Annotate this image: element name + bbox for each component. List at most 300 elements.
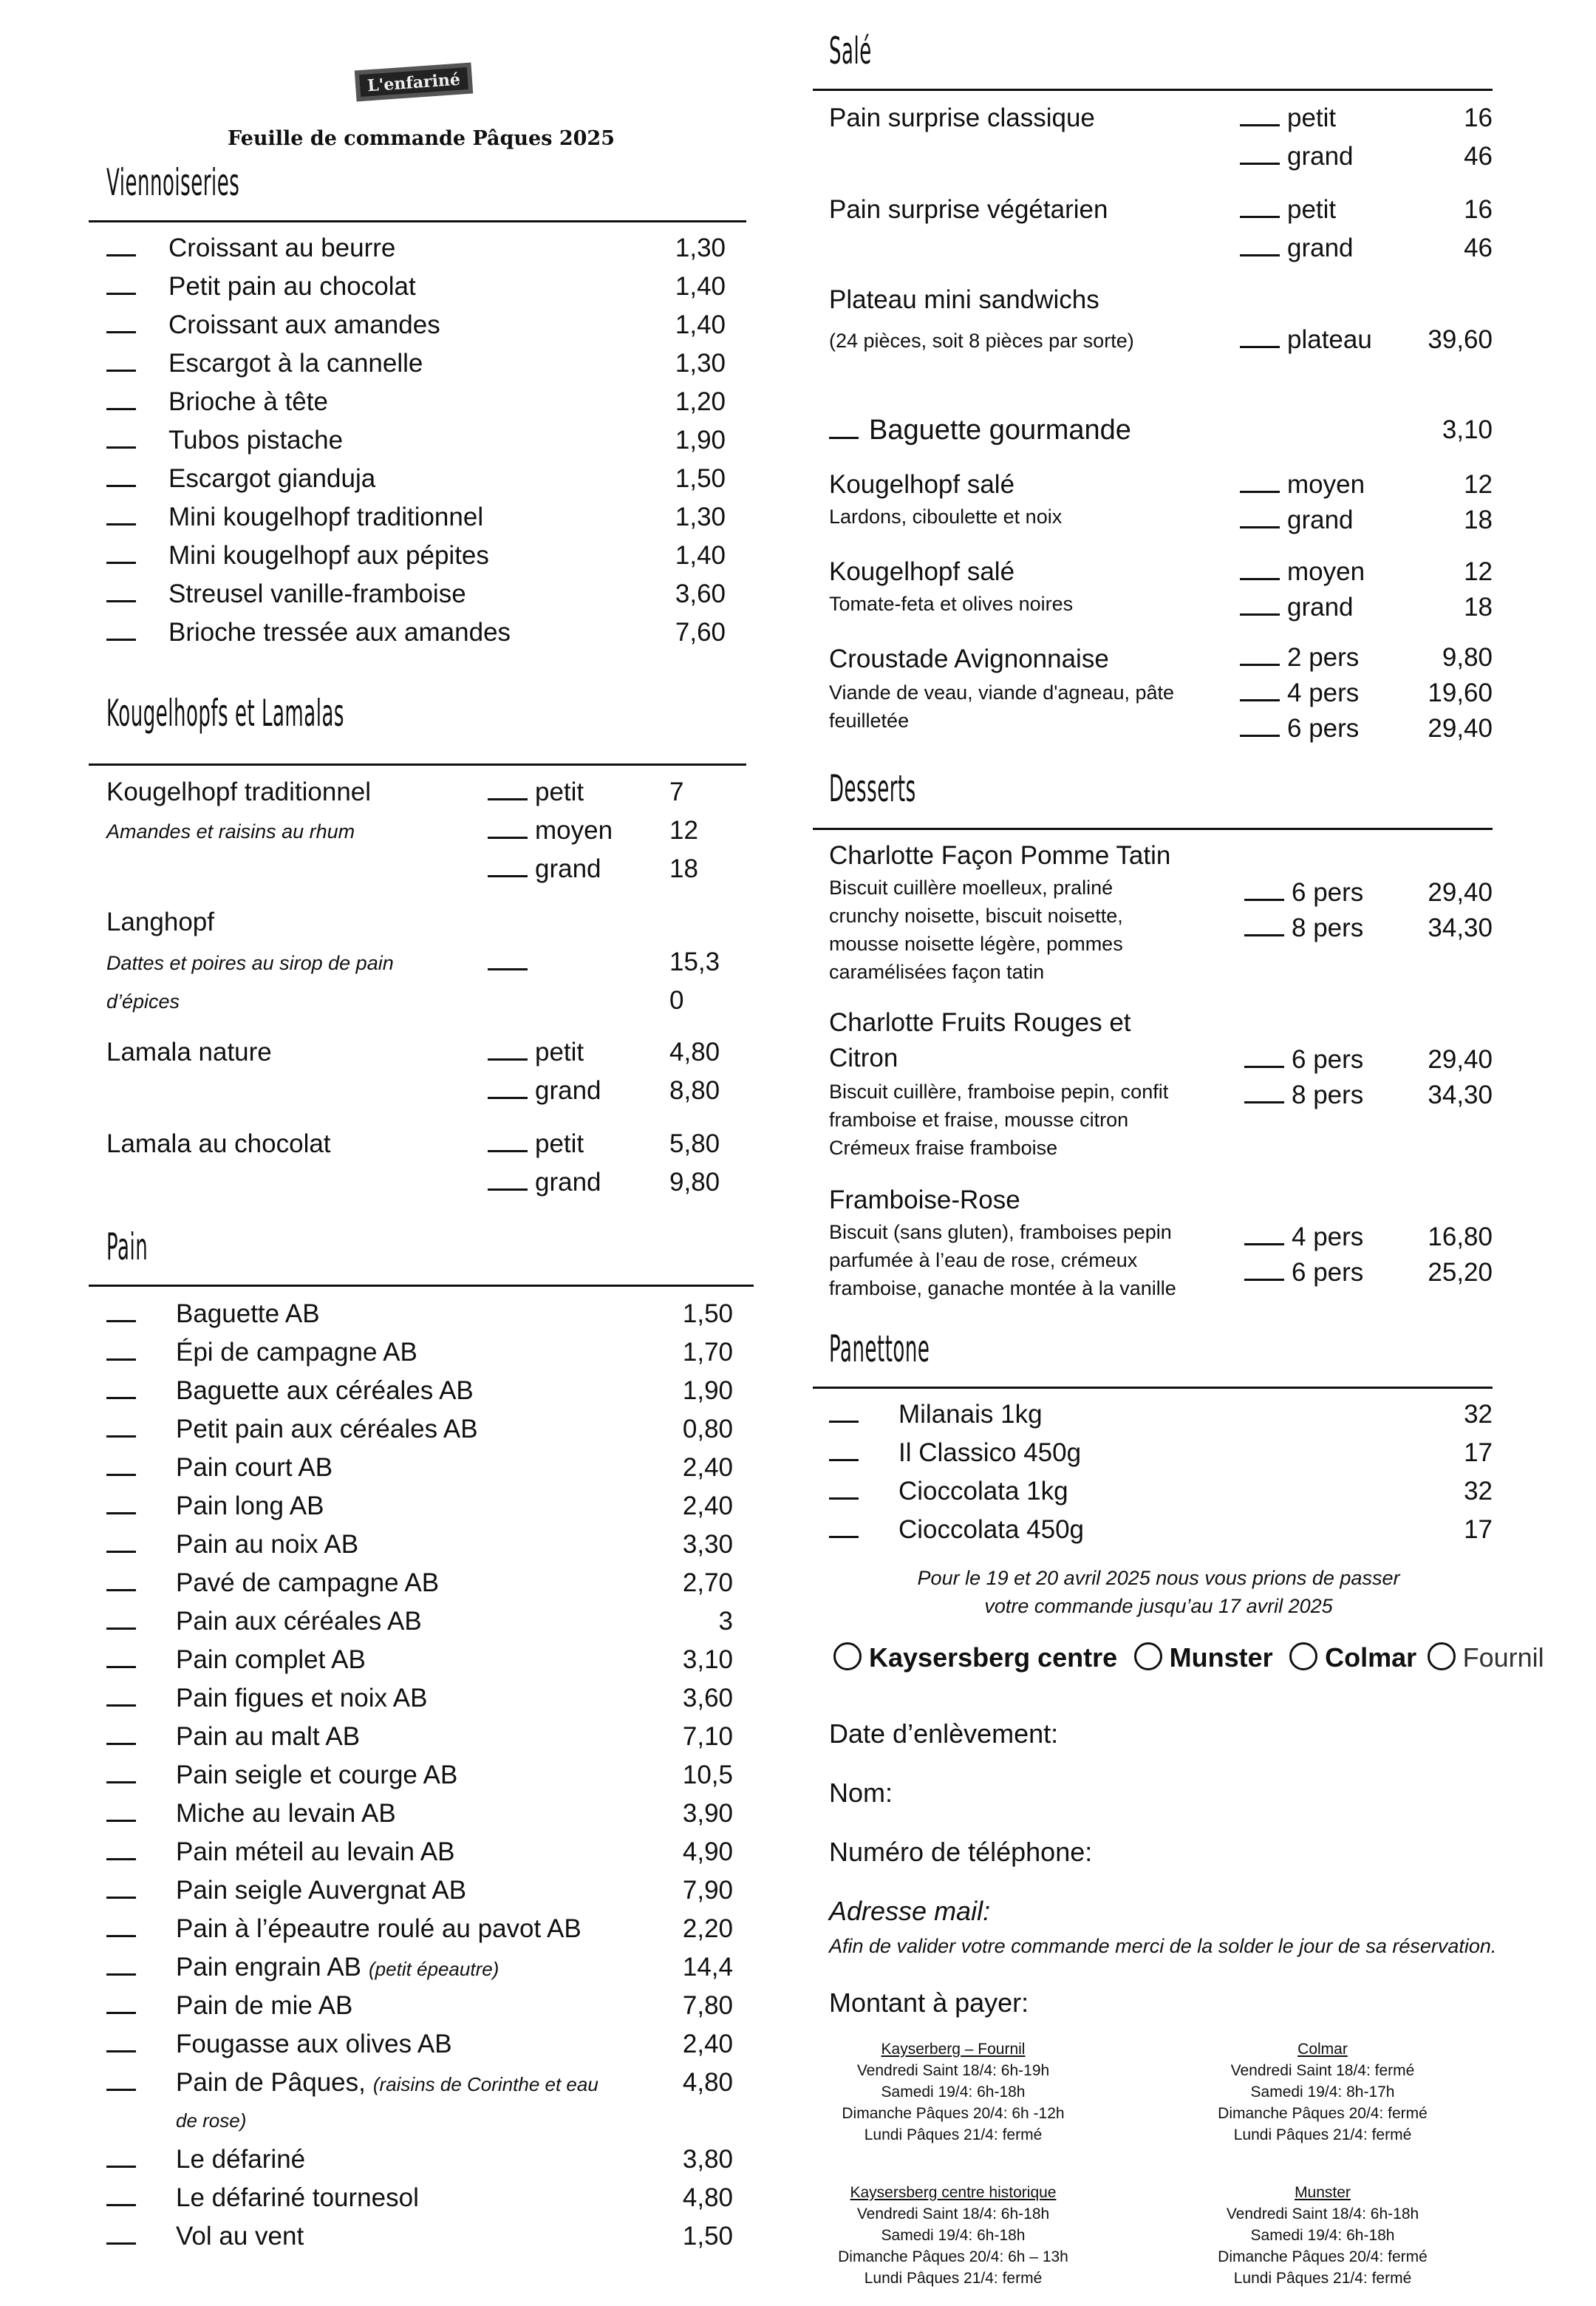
plateau-name: Plateau mini sandwichs bbox=[829, 285, 1099, 314]
pain-surprise-classique-price: 16 bbox=[1464, 103, 1493, 132]
kougelhopf-sale-2-option[interactable] bbox=[1240, 593, 1354, 622]
charlotte-tatin-option-label: 8 pers bbox=[1292, 914, 1364, 942]
kougelhopf-sale-2-option-label: moyen bbox=[1287, 557, 1365, 586]
viennoiserie-name: Tubos pistache bbox=[168, 426, 344, 455]
croustade-option-label: 4 pers bbox=[1287, 678, 1360, 707]
charlotte-fruits-price: 29,40 bbox=[1428, 1045, 1493, 1074]
pain-name bbox=[176, 2183, 419, 2213]
panettone-price: 32 bbox=[1464, 1400, 1493, 1429]
pain-price: 2,40 bbox=[682, 1492, 733, 1520]
hours-card-line: Vendredi Saint 18/4: 6h-18h bbox=[856, 2205, 1050, 2222]
lamala-chocolat-price: 5,80 bbox=[669, 1129, 720, 1158]
kougelhopf-sale-1-option[interactable] bbox=[1240, 470, 1365, 500]
section-rule bbox=[89, 1285, 754, 1287]
framboise-rose-desc-line: framboise, ganache montée à la vanille bbox=[829, 1277, 1176, 1299]
panettone-price: 17 bbox=[1464, 1438, 1493, 1467]
panettone-qty-blank[interactable] bbox=[829, 1400, 859, 1429]
kougelhopf-traditionnel-price: 18 bbox=[669, 854, 698, 883]
radio-munster[interactable] bbox=[1134, 1642, 1273, 1673]
langhopf-qty-blank[interactable] bbox=[488, 948, 535, 977]
kougelhopf-sale-2-name: Kougelhopf salé bbox=[829, 557, 1015, 586]
pain-qty-blank[interactable] bbox=[106, 1684, 136, 1713]
viennoiserie-name: Streusel vanille-framboise bbox=[168, 579, 466, 608]
kougelhopf-sale-1-price: 18 bbox=[1464, 506, 1493, 534]
viennoiserie-qty-blank[interactable] bbox=[106, 349, 136, 378]
charlotte-fruits-name: Charlotte Fruits Rouges et bbox=[829, 1008, 1131, 1037]
panettone-qty-blank[interactable] bbox=[829, 1438, 859, 1468]
radio-fournil[interactable] bbox=[1428, 1642, 1544, 1673]
plateau-desc: (24 pièces, soit 8 pièces par sorte) bbox=[829, 330, 1134, 352]
pain-surprise-classique-option[interactable] bbox=[1240, 142, 1354, 171]
pain-price: 1,70 bbox=[682, 1338, 733, 1367]
pain-qty-blank[interactable] bbox=[106, 1722, 136, 1752]
pain-name-note: (raisins de Corinthe et eau bbox=[372, 2073, 598, 2095]
pain-price: 7,80 bbox=[682, 1991, 733, 2020]
pain-price: 7,90 bbox=[682, 1876, 733, 1905]
kougelhopf-sale-2-desc: Tomate-feta et olives noires bbox=[829, 593, 1074, 615]
lamala-nature-price: 8,80 bbox=[669, 1076, 720, 1105]
framboise-rose-desc-line: Biscuit (sans gluten), framboises pepin bbox=[829, 1221, 1172, 1243]
pain-name-text: Pavé de campagne AB bbox=[176, 1568, 440, 1597]
framboise-rose-option[interactable] bbox=[1244, 1258, 1363, 1288]
lamala-chocolat-option-label: petit bbox=[535, 1129, 584, 1158]
pain-name-text: Petit pain aux céréales AB bbox=[176, 1415, 478, 1443]
lamala-nature-option[interactable] bbox=[488, 1038, 584, 1067]
pain-qty-blank[interactable] bbox=[106, 1876, 136, 1905]
radio-munster-label: Munster bbox=[1169, 1642, 1273, 1673]
kougelhopf-sale-2-option-label: grand bbox=[1287, 593, 1354, 622]
charlotte-tatin-desc-line: crunchy noisette, biscuit noisette, bbox=[829, 905, 1123, 927]
pain-price: 4,90 bbox=[682, 1837, 733, 1866]
viennoiserie-name: Croissant au beurre bbox=[168, 234, 396, 262]
pain-price: 3,10 bbox=[682, 1645, 733, 1674]
section-title-desserts: Desserts bbox=[829, 767, 916, 810]
panettone-qty-blank[interactable] bbox=[829, 1477, 859, 1506]
pain-surprise-vegetarien-option[interactable] bbox=[1240, 234, 1354, 263]
croustade-option-label: 2 pers bbox=[1287, 643, 1360, 672]
pain-surprise-vegetarien-price: 16 bbox=[1464, 195, 1493, 224]
pain-price: 2,20 bbox=[682, 1914, 733, 1943]
kougelhopf-traditionnel-name: Kougelhopf traditionnel bbox=[106, 778, 372, 806]
pain-qty-blank[interactable] bbox=[106, 2068, 136, 2098]
charlotte-tatin-desc-line: Biscuit cuillère moelleux, praliné bbox=[829, 877, 1114, 899]
charlotte-fruits-desc-line: framboise et fraise, mousse citron bbox=[829, 1109, 1129, 1131]
pain-name-note-2: de rose) bbox=[176, 2109, 247, 2132]
pain-name bbox=[176, 1607, 422, 1636]
viennoiserie-name: Mini kougelhopf aux pépites bbox=[168, 541, 489, 570]
pain-price: 1,50 bbox=[682, 1299, 733, 1328]
hours-card bbox=[798, 2038, 1108, 2146]
pain-name bbox=[176, 1722, 360, 1752]
order-note-2: votre commande jusqu’au 17 avril 2025 bbox=[984, 1595, 1333, 1617]
pain-qty-blank[interactable] bbox=[106, 1991, 136, 2021]
amount-field[interactable]: Montant à payer: bbox=[829, 1987, 1029, 2018]
viennoiserie-price: 1,30 bbox=[675, 503, 726, 531]
viennoiserie-qty-blank[interactable] bbox=[106, 503, 136, 532]
viennoiserie-qty-blank[interactable] bbox=[106, 310, 136, 340]
pain-name-text: Fougasse aux olives AB bbox=[176, 2030, 452, 2058]
charlotte-tatin-option[interactable] bbox=[1244, 878, 1363, 908]
section-rule bbox=[813, 1387, 1493, 1389]
pain-surprise-vegetarien-option-label: petit bbox=[1287, 195, 1337, 224]
pain-price: 2,70 bbox=[682, 1568, 733, 1597]
charlotte-tatin-desc-line: caramélisées façon tatin bbox=[829, 961, 1045, 983]
croustade-option-label: 6 pers bbox=[1287, 714, 1360, 743]
langhopf-desc: Dattes et poires au sirop de pain bbox=[106, 952, 394, 974]
lamala-chocolat-name: Lamala au chocolat bbox=[106, 1129, 331, 1158]
pain-name-text: Pain méteil au levain AB bbox=[176, 1837, 455, 1866]
hours-card bbox=[798, 2182, 1108, 2289]
croustade-desc: Viande de veau, viande d'agneau, pâte bbox=[829, 681, 1175, 704]
pain-name-text: Pain seigle et courge AB bbox=[176, 1761, 458, 1789]
section-rule bbox=[813, 828, 1493, 830]
pain-name bbox=[176, 1914, 582, 1944]
pain-name bbox=[176, 1684, 428, 1713]
pain-name bbox=[176, 1799, 396, 1829]
svg-text:L'enfariné: L'enfariné bbox=[366, 69, 461, 96]
pain-qty-blank[interactable] bbox=[106, 1415, 136, 1444]
bakery-logo bbox=[351, 58, 477, 105]
viennoiserie-price: 1,30 bbox=[675, 349, 726, 378]
viennoiserie-qty-blank[interactable] bbox=[106, 541, 136, 571]
baguette-gourmande-label: Baguette gourmande bbox=[869, 415, 1131, 446]
viennoiserie-price: 1,50 bbox=[675, 464, 726, 493]
pain-surprise-classique-name: Pain surprise classique bbox=[829, 103, 1095, 132]
panettone-name: Cioccolata 450g bbox=[898, 1515, 1084, 1544]
langhopf-price: 15,3 bbox=[669, 948, 720, 976]
name-field[interactable]: Nom: bbox=[829, 1778, 893, 1808]
pain-name-text: Pain figues et noix AB bbox=[176, 1684, 428, 1713]
viennoiserie-qty-blank[interactable] bbox=[106, 272, 136, 302]
charlotte-fruits-desc-line: Biscuit cuillère, framboise pepin, confit bbox=[829, 1081, 1169, 1103]
pain-name bbox=[176, 1876, 466, 1905]
pain-name bbox=[176, 1645, 366, 1675]
pain-name bbox=[176, 2030, 452, 2059]
croustade-option[interactable] bbox=[1240, 714, 1359, 744]
pickup-date-field[interactable]: Date d’enlèvement: bbox=[829, 1718, 1059, 1749]
pain-name bbox=[176, 1415, 478, 1444]
viennoiserie-price: 1,90 bbox=[675, 426, 726, 455]
pain-price: 2,40 bbox=[682, 1453, 733, 1482]
langhopf-price-2: 0 bbox=[669, 986, 684, 1015]
pain-price: 3,30 bbox=[682, 1530, 733, 1559]
pain-name bbox=[176, 2222, 304, 2251]
framboise-rose-price: 16,80 bbox=[1428, 1222, 1493, 1251]
kougelhopf-traditionnel-option[interactable] bbox=[488, 854, 601, 884]
kougelhopf-traditionnel-option-label: petit bbox=[535, 778, 584, 806]
section-title-viennoiseries: Viennoiseries bbox=[106, 161, 240, 204]
hours-card-line: Dimanche Pâques 20/4: 6h – 13h bbox=[838, 2248, 1068, 2265]
kougelhopf-traditionnel-option-label: grand bbox=[535, 854, 601, 883]
charlotte-tatin-desc-line: mousse noisette légère, pommes bbox=[829, 933, 1123, 955]
pain-qty-blank[interactable] bbox=[106, 1914, 136, 1944]
croustade-name: Croustade Avignonnaise bbox=[829, 644, 1109, 673]
kougelhopf-traditionnel-option-label: moyen bbox=[535, 816, 613, 845]
radio-colmar-label: Colmar bbox=[1325, 1642, 1417, 1673]
panettone-name: Cioccolata 1kg bbox=[898, 1477, 1068, 1506]
kougelhopf-sale-1-option[interactable] bbox=[1240, 506, 1354, 535]
pain-qty-blank[interactable] bbox=[106, 1607, 136, 1636]
viennoiserie-name: Mini kougelhopf traditionnel bbox=[168, 503, 484, 531]
section-rule bbox=[89, 763, 746, 766]
pain-name bbox=[176, 2145, 305, 2174]
pain-qty-blank[interactable] bbox=[106, 1492, 136, 1521]
panettone-price: 32 bbox=[1464, 1477, 1493, 1506]
kougelhopf-sale-1-option-label: moyen bbox=[1287, 470, 1365, 499]
viennoiserie-qty-blank[interactable] bbox=[106, 426, 136, 455]
kougelhopf-traditionnel-price: 12 bbox=[669, 816, 698, 845]
charlotte-tatin-option[interactable] bbox=[1244, 914, 1363, 943]
viennoiserie-name: Escargot à la cannelle bbox=[168, 349, 423, 378]
pain-name bbox=[176, 1953, 499, 1984]
panettone-price: 17 bbox=[1464, 1515, 1493, 1544]
kougelhopf-sale-2-option[interactable] bbox=[1240, 557, 1365, 587]
langhopf-name: Langhopf bbox=[106, 908, 214, 936]
hours-card-line: Dimanche Pâques 20/4: fermé bbox=[1218, 2248, 1428, 2265]
pain-qty-blank[interactable] bbox=[106, 1299, 136, 1329]
hours-card-line: Vendredi Saint 18/4: 6h-19h bbox=[856, 2062, 1050, 2079]
charlotte-fruits-option[interactable] bbox=[1244, 1045, 1363, 1075]
kougelhopf-traditionnel-option[interactable] bbox=[488, 816, 613, 846]
hours-card-title: Kayserberg – Fournil bbox=[881, 2041, 1026, 2058]
plateau-price: 39,60 bbox=[1428, 325, 1493, 354]
viennoiserie-price: 1,40 bbox=[675, 541, 726, 570]
pain-qty-blank[interactable] bbox=[106, 1953, 136, 1982]
pain-qty-blank[interactable] bbox=[106, 1799, 136, 1829]
viennoiserie-qty-blank[interactable] bbox=[106, 464, 136, 494]
hours-card-line: Samedi 19/4: 6h-18h bbox=[881, 2084, 1026, 2101]
kougelhopf-sale-1-option-label: grand bbox=[1287, 506, 1354, 534]
lamala-chocolat-price: 9,80 bbox=[669, 1168, 720, 1197]
viennoiserie-qty-blank[interactable] bbox=[106, 579, 136, 609]
pain-name-text: Pain de mie AB bbox=[176, 1991, 353, 2020]
viennoiserie-qty-blank[interactable] bbox=[106, 387, 136, 417]
pain-name-text: Baguette aux céréales AB bbox=[176, 1376, 474, 1405]
pain-name-text: Le défariné tournesol bbox=[176, 2183, 419, 2212]
pain-name-text: Baguette AB bbox=[176, 1299, 320, 1328]
pain-qty-blank[interactable] bbox=[106, 2145, 136, 2174]
viennoiserie-price: 1,40 bbox=[675, 272, 726, 301]
hours-card-line: Samedi 19/4: 6h-18h bbox=[881, 2227, 1026, 2244]
pain-price: 2,40 bbox=[682, 2030, 733, 2058]
pain-surprise-vegetarien-option[interactable] bbox=[1240, 195, 1336, 225]
viennoiserie-name: Brioche tressée aux amandes bbox=[168, 618, 511, 647]
croustade-price: 19,60 bbox=[1428, 678, 1493, 707]
viennoiserie-price: 1,20 bbox=[675, 387, 726, 416]
hours-card-line: Samedi 19/4: 6h-18h bbox=[1250, 2227, 1395, 2244]
panettone-name: Il Classico 450g bbox=[898, 1438, 1082, 1467]
lamala-nature-price: 4,80 bbox=[669, 1038, 720, 1067]
kougelhopf-sale-1-name: Kougelhopf salé bbox=[829, 470, 1015, 499]
pain-name-text: Épi de campagne AB bbox=[176, 1338, 417, 1367]
pain-qty-blank[interactable] bbox=[106, 1453, 136, 1483]
hours-card-line: Vendredi Saint 18/4: 6h-18h bbox=[1226, 2205, 1419, 2222]
pain-surprise-classique-option-label: grand bbox=[1287, 142, 1354, 171]
pain-qty-blank[interactable] bbox=[106, 1376, 136, 1406]
phone-field[interactable]: Numéro de téléphone: bbox=[829, 1837, 1093, 1867]
pain-name-text: Vol au vent bbox=[176, 2222, 304, 2251]
pain-price: 10,5 bbox=[682, 1761, 733, 1789]
langhopf-desc-2: d’épices bbox=[106, 990, 180, 1013]
lamala-chocolat-option[interactable] bbox=[488, 1129, 584, 1159]
pain-price: 3,90 bbox=[682, 1799, 733, 1828]
lamala-nature-option[interactable] bbox=[488, 1076, 601, 1106]
pain-price: 3,80 bbox=[682, 2145, 733, 2174]
pain-name bbox=[176, 1761, 457, 1790]
croustade-option[interactable] bbox=[1240, 678, 1359, 708]
radio-kaysersberg[interactable] bbox=[833, 1642, 1118, 1673]
radio-colmar[interactable] bbox=[1289, 1642, 1417, 1673]
pain-qty-blank[interactable] bbox=[106, 2030, 136, 2059]
left-column bbox=[89, 0, 754, 2306]
croustade-option[interactable] bbox=[1240, 643, 1359, 673]
pain-name bbox=[176, 1338, 417, 1367]
pain-name-text: Pain aux céréales AB bbox=[176, 1607, 422, 1636]
charlotte-fruits-option[interactable] bbox=[1244, 1081, 1363, 1110]
pain-name-text: Pain engrain AB bbox=[176, 1953, 362, 1982]
radio-fournil-label: Fournil bbox=[1462, 1642, 1544, 1673]
panettone-name: Milanais 1kg bbox=[898, 1400, 1043, 1429]
viennoiserie-name: Escargot gianduja bbox=[168, 464, 376, 493]
pain-price: 1,50 bbox=[682, 2222, 733, 2251]
pain-name bbox=[176, 1453, 332, 1483]
viennoiserie-price: 7,60 bbox=[675, 618, 726, 647]
charlotte-tatin-name: Charlotte Façon Pomme Tatin bbox=[829, 841, 1171, 870]
kougelhopf-sale-2-price: 18 bbox=[1464, 593, 1493, 622]
baguette-gourmande[interactable] bbox=[829, 415, 1131, 445]
hours-card-line: Lundi Pâques 21/4: fermé bbox=[1233, 2270, 1412, 2287]
pain-name bbox=[176, 1530, 358, 1560]
pain-name-text: Pain au malt AB bbox=[176, 1722, 361, 1751]
section-title-panettone: Panettone bbox=[829, 1327, 930, 1370]
pain-surprise-vegetarien-option-label: grand bbox=[1287, 234, 1354, 262]
lamala-nature-option-label: grand bbox=[535, 1076, 601, 1105]
framboise-rose-option[interactable] bbox=[1244, 1222, 1363, 1252]
section-title-kougelhopfs: Kougelhopfs et Lamalas bbox=[106, 692, 344, 735]
payment-note: Afin de valider votre commande merci de la solder le jour de sa réservation. bbox=[829, 1935, 1497, 1957]
kougelhopf-traditionnel-price: 7 bbox=[669, 778, 684, 806]
charlotte-fruits-desc-line: Crémeux fraise framboise bbox=[829, 1137, 1058, 1159]
pain-qty-blank[interactable] bbox=[106, 2222, 136, 2251]
hours-card-title: Kaysersberg centre historique bbox=[850, 2184, 1057, 2201]
pain-price: 0,80 bbox=[682, 1415, 733, 1443]
pickup-location-group bbox=[833, 1642, 1544, 1673]
pain-qty-blank[interactable] bbox=[106, 1338, 136, 1367]
pain-name-text: Pain seigle Auvergnat AB bbox=[176, 1876, 467, 1905]
charlotte-tatin-price: 29,40 bbox=[1428, 878, 1493, 907]
pain-name-text: Pain court AB bbox=[176, 1453, 333, 1482]
hours-card-line: Samedi 19/4: 8h-17h bbox=[1250, 2084, 1395, 2101]
pain-name-text: Pain complet AB bbox=[176, 1645, 366, 1674]
email-field[interactable]: Adresse mail: bbox=[829, 1896, 991, 1926]
kougelhopf-traditionnel-desc: Amandes et raisins au rhum bbox=[106, 820, 355, 843]
pain-price: 14,4 bbox=[682, 1953, 733, 1982]
hours-card-line: Vendredi Saint 18/4: fermé bbox=[1230, 2062, 1415, 2079]
plateau-option[interactable] bbox=[1240, 325, 1372, 355]
hours-card-line: Lundi Pâques 21/4: fermé bbox=[864, 2126, 1043, 2143]
section-title-pain: Pain bbox=[106, 1225, 149, 1268]
pain-price: 4,80 bbox=[682, 2068, 733, 2097]
pain-qty-blank[interactable] bbox=[106, 1761, 136, 1790]
lamala-nature-option-label: petit bbox=[535, 1038, 584, 1067]
viennoiserie-price: 1,30 bbox=[675, 234, 726, 262]
pain-price: 3 bbox=[718, 1607, 733, 1636]
pain-name bbox=[176, 1991, 352, 2021]
order-note: Pour le 19 et 20 avril 2025 nous vous prions de passer bbox=[917, 1567, 1400, 1589]
kougelhopf-sale-2-price: 12 bbox=[1464, 557, 1493, 586]
pain-name-text: Le défariné bbox=[176, 2145, 306, 2174]
hours-card-line: Lundi Pâques 21/4: fermé bbox=[1233, 2126, 1412, 2143]
pain-qty-blank[interactable] bbox=[106, 1837, 136, 1867]
hours-card-line: Lundi Pâques 21/4: fermé bbox=[864, 2270, 1043, 2287]
kougelhopf-sale-1-desc: Lardons, ciboulette et noix bbox=[829, 506, 1063, 528]
plateau-option-label: plateau bbox=[1287, 325, 1372, 354]
kougelhopf-sale-1-price: 12 bbox=[1464, 470, 1493, 499]
hours-card-line: Dimanche Pâques 20/4: fermé bbox=[1218, 2105, 1428, 2122]
viennoiserie-qty-blank[interactable] bbox=[106, 618, 136, 647]
pain-name bbox=[176, 1299, 320, 1329]
section-rule bbox=[813, 89, 1493, 91]
pain-qty-blank[interactable] bbox=[106, 1530, 136, 1560]
pain-qty-blank[interactable] bbox=[106, 2183, 136, 2213]
lamala-chocolat-option[interactable] bbox=[488, 1168, 601, 1197]
charlotte-fruits-option-label: 6 pers bbox=[1292, 1045, 1364, 1074]
pain-name-text: Pain au noix AB bbox=[176, 1530, 359, 1559]
framboise-rose-option-label: 6 pers bbox=[1292, 1258, 1364, 1287]
pain-surprise-classique-option[interactable] bbox=[1240, 103, 1336, 133]
pain-name bbox=[176, 2068, 598, 2099]
viennoiserie-name: Brioche à tête bbox=[168, 387, 328, 416]
pain-price: 7,10 bbox=[682, 1722, 733, 1751]
section-rule bbox=[89, 220, 746, 222]
sheet-title: Feuille de commande Pâques 2025 bbox=[228, 127, 615, 150]
viennoiserie-price: 1,40 bbox=[675, 310, 726, 339]
charlotte-tatin-price: 34,30 bbox=[1428, 914, 1493, 942]
pain-price: 4,80 bbox=[682, 2183, 733, 2212]
framboise-rose-price: 25,20 bbox=[1428, 1258, 1493, 1287]
pain-price: 3,60 bbox=[682, 1684, 733, 1713]
pain-name-text: Pain de Pâques, bbox=[176, 2068, 366, 2097]
pain-name bbox=[176, 1376, 474, 1406]
pain-qty-blank[interactable] bbox=[106, 1568, 136, 1598]
hours-card bbox=[1167, 2182, 1478, 2289]
pain-name bbox=[176, 1492, 324, 1521]
viennoiserie-name: Croissant aux amandes bbox=[168, 310, 440, 339]
pain-price: 1,90 bbox=[682, 1376, 733, 1405]
lamala-chocolat-option-label: grand bbox=[535, 1168, 601, 1197]
pain-surprise-vegetarien-price: 46 bbox=[1464, 234, 1493, 262]
pain-qty-blank[interactable] bbox=[106, 1645, 136, 1675]
pain-name bbox=[176, 1568, 439, 1598]
pain-surprise-vegetarien-name: Pain surprise végétarien bbox=[829, 195, 1108, 224]
pain-name bbox=[176, 1837, 454, 1867]
kougelhopf-traditionnel-option[interactable] bbox=[488, 778, 584, 807]
pain-surprise-classique-option-label: petit bbox=[1287, 103, 1337, 132]
panettone-qty-blank[interactable] bbox=[829, 1515, 859, 1545]
pain-name-note: (petit épeautre) bbox=[369, 1958, 499, 1980]
charlotte-fruits-name-2: Citron bbox=[829, 1044, 898, 1072]
croustade-desc-2: feuilletée bbox=[829, 710, 910, 732]
pain-name-text: Miche au levain AB bbox=[176, 1799, 396, 1828]
hours-card-title: Munster bbox=[1295, 2184, 1351, 2201]
viennoiserie-qty-blank[interactable] bbox=[106, 234, 136, 263]
pain-name-text: Pain long AB bbox=[176, 1492, 324, 1520]
radio-kaysersberg-label: Kaysersberg centre bbox=[869, 1642, 1118, 1673]
croustade-price: 9,80 bbox=[1442, 643, 1493, 672]
hours-card-line: Dimanche Pâques 20/4: 6h -12h bbox=[842, 2105, 1065, 2122]
framboise-rose-desc-line: parfumée à l’eau de rose, crémeux bbox=[829, 1249, 1138, 1271]
charlotte-fruits-option-label: 8 pers bbox=[1292, 1081, 1364, 1109]
